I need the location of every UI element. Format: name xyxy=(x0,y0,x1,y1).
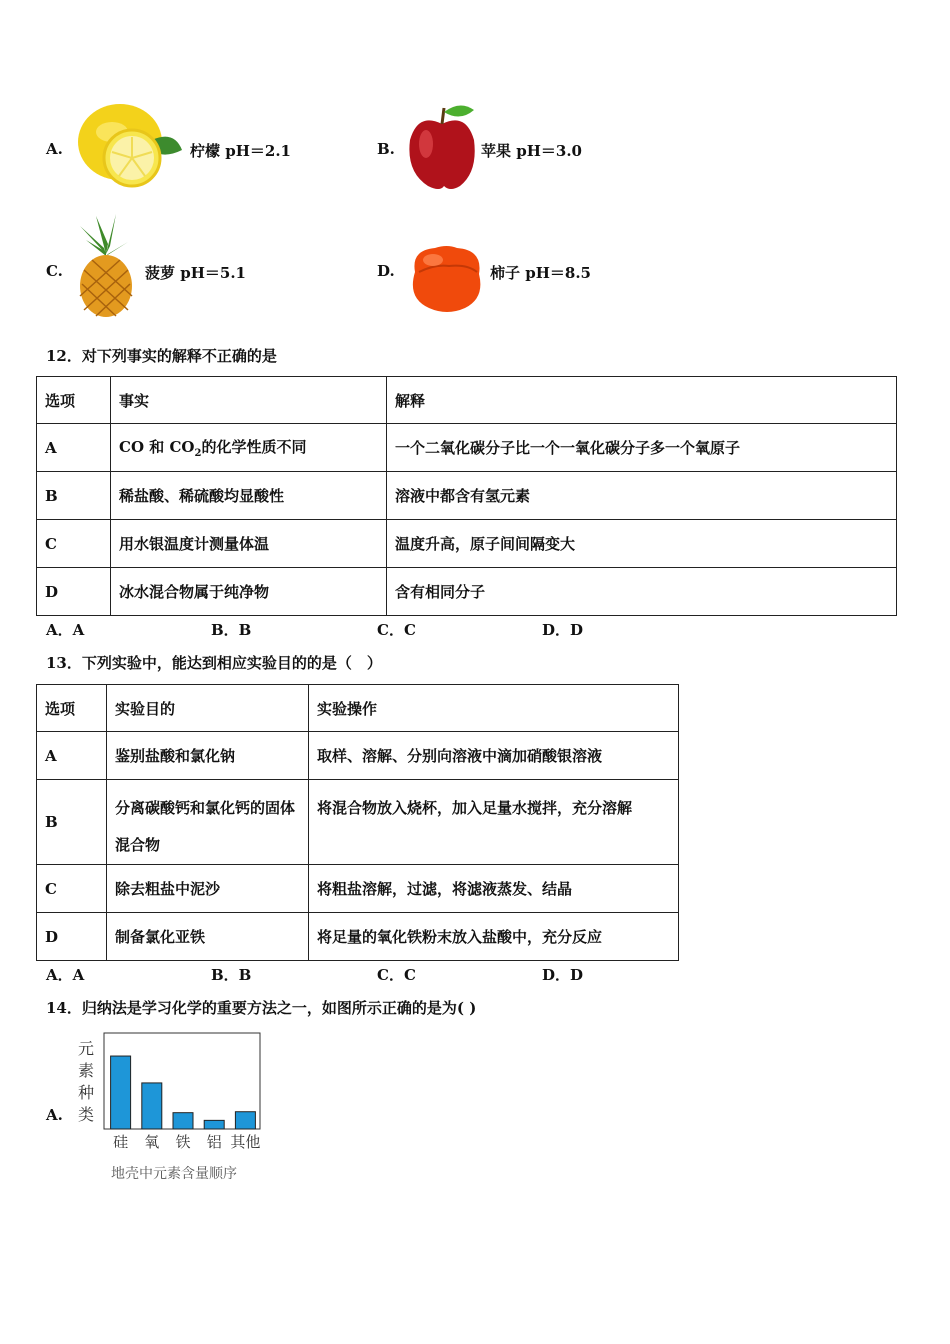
row-option: C xyxy=(37,865,107,913)
q14-option-a-letter: A. xyxy=(46,1106,63,1124)
answer-option-d[interactable]: D．D xyxy=(542,966,584,984)
row-purpose: 分离碳酸钙和氯化钙的固体混合物 xyxy=(107,780,309,865)
q12-header-explain: 解释 xyxy=(387,377,897,424)
row-option: C xyxy=(37,520,111,568)
apple-icon xyxy=(404,100,479,192)
q13-header-option: 选项 xyxy=(37,685,107,732)
table-row xyxy=(37,865,679,913)
row-explain: 溶液中都含有氢元素 xyxy=(387,472,897,520)
row-operation: 将足量的氧化铁粉末放入盐酸中，充分反应 xyxy=(309,913,679,961)
y-axis-label-char: 类 xyxy=(77,1105,95,1124)
y-axis-label xyxy=(78,1039,94,1124)
table-header-row xyxy=(37,685,679,732)
x-tick-label: 铝 xyxy=(206,1133,222,1151)
row-operation: 将粗盐溶解，过滤，将滤液蒸发、结晶 xyxy=(309,865,679,913)
row-fact: 用水银温度计测量体温 xyxy=(111,520,387,568)
answer-option-d[interactable]: D．D xyxy=(542,621,584,639)
row-fact: 稀盐酸、稀硫酸均显酸性 xyxy=(111,472,387,520)
table-header-row xyxy=(37,377,897,424)
x-tick-label: 硅 xyxy=(113,1133,129,1151)
bar-0 xyxy=(111,1056,131,1129)
y-axis-label-char: 素 xyxy=(77,1061,95,1080)
row-fact: CO 和 $CO_2$的化学性质不同 xyxy=(111,424,387,472)
table-row xyxy=(37,913,679,961)
row-explain: 含有相同分子 xyxy=(387,568,897,616)
answer-option-b[interactable]: B．B xyxy=(211,621,252,639)
table-row xyxy=(37,780,679,865)
row-purpose: 鉴别盐酸和氯化钠 xyxy=(107,732,309,780)
row-purpose: 除去粗盐中泥沙 xyxy=(107,865,309,913)
q13-stem: 13．下列实验中，能达到相应实验目的的是（ ） xyxy=(46,654,382,672)
option-a-caption: 柠檬 pH＝2.1 xyxy=(190,142,291,160)
option-a-letter: A. xyxy=(46,140,63,158)
q13-header-operation: 实验操作 xyxy=(309,685,679,732)
persimmon-icon xyxy=(405,242,487,318)
row-option: B xyxy=(37,780,107,865)
element-abundance-chart xyxy=(70,1030,290,1190)
q12-header-fact: 事实 xyxy=(111,377,387,424)
option-d-letter: D. xyxy=(377,262,395,280)
row-explain: 温度升高，原子间间隔变大 xyxy=(387,520,897,568)
row-option: D xyxy=(37,913,107,961)
answer-option-c[interactable]: C．C xyxy=(377,966,416,984)
y-axis-label-char: 种 xyxy=(77,1083,95,1102)
option-b-letter: B. xyxy=(377,140,395,158)
answer-option-a[interactable]: A．A xyxy=(46,621,85,639)
bar-3 xyxy=(204,1120,224,1129)
answer-option-b[interactable]: B．B xyxy=(211,966,252,984)
row-option: A xyxy=(37,424,111,472)
table-row xyxy=(37,520,897,568)
answer-option-a[interactable]: A．A xyxy=(46,966,85,984)
row-operation: 取样、溶解、分别向溶液中滴加硝酸银溶液 xyxy=(309,732,679,780)
q12-header-option: 选项 xyxy=(37,377,111,424)
row-operation: 将混合物放入烧杯，加入足量水搅拌，充分溶解 xyxy=(309,780,679,865)
pineapple-icon xyxy=(76,214,138,318)
x-tick-label: 铁 xyxy=(175,1133,191,1151)
option-c-caption: 菠萝 pH＝5.1 xyxy=(145,264,246,282)
row-fact: 冰水混合物属于纯净物 xyxy=(111,568,387,616)
lemon-icon xyxy=(74,100,189,192)
table-row xyxy=(37,732,679,780)
table-row xyxy=(37,424,897,472)
x-tick-label: 氧 xyxy=(144,1133,160,1151)
option-c-letter: C. xyxy=(46,262,63,280)
x-tick-label: 其他 xyxy=(230,1133,261,1151)
row-option: A xyxy=(37,732,107,780)
chart-title: 地壳中元素含量顺序 xyxy=(111,1166,237,1182)
bar-2 xyxy=(173,1113,193,1129)
table-row xyxy=(37,472,897,520)
row-purpose: 制备氯化亚铁 xyxy=(107,913,309,961)
bar-4 xyxy=(235,1112,255,1129)
q13-table xyxy=(36,684,679,961)
q12-stem: 12．对下列事实的解释不正确的是 xyxy=(46,347,277,365)
q14-stem: 14．归纳法是学习化学的重要方法之一，如图所示正确的是为( ) xyxy=(46,999,477,1017)
option-d-caption: 柿子 pH＝8.5 xyxy=(490,264,591,282)
q13-header-purpose: 实验目的 xyxy=(107,685,309,732)
answer-option-c[interactable]: C．C xyxy=(377,621,416,639)
row-option: B xyxy=(37,472,111,520)
option-b-caption: 苹果 pH＝3.0 xyxy=(481,142,582,160)
y-axis-label-char: 元 xyxy=(77,1039,95,1058)
q12-table xyxy=(36,376,897,616)
table-row xyxy=(37,568,897,616)
bar-1 xyxy=(142,1083,162,1129)
row-option: D xyxy=(37,568,111,616)
row-explain: 一个二氧化碳分子比一个一氧化碳分子多一个氧原子 xyxy=(387,424,897,472)
